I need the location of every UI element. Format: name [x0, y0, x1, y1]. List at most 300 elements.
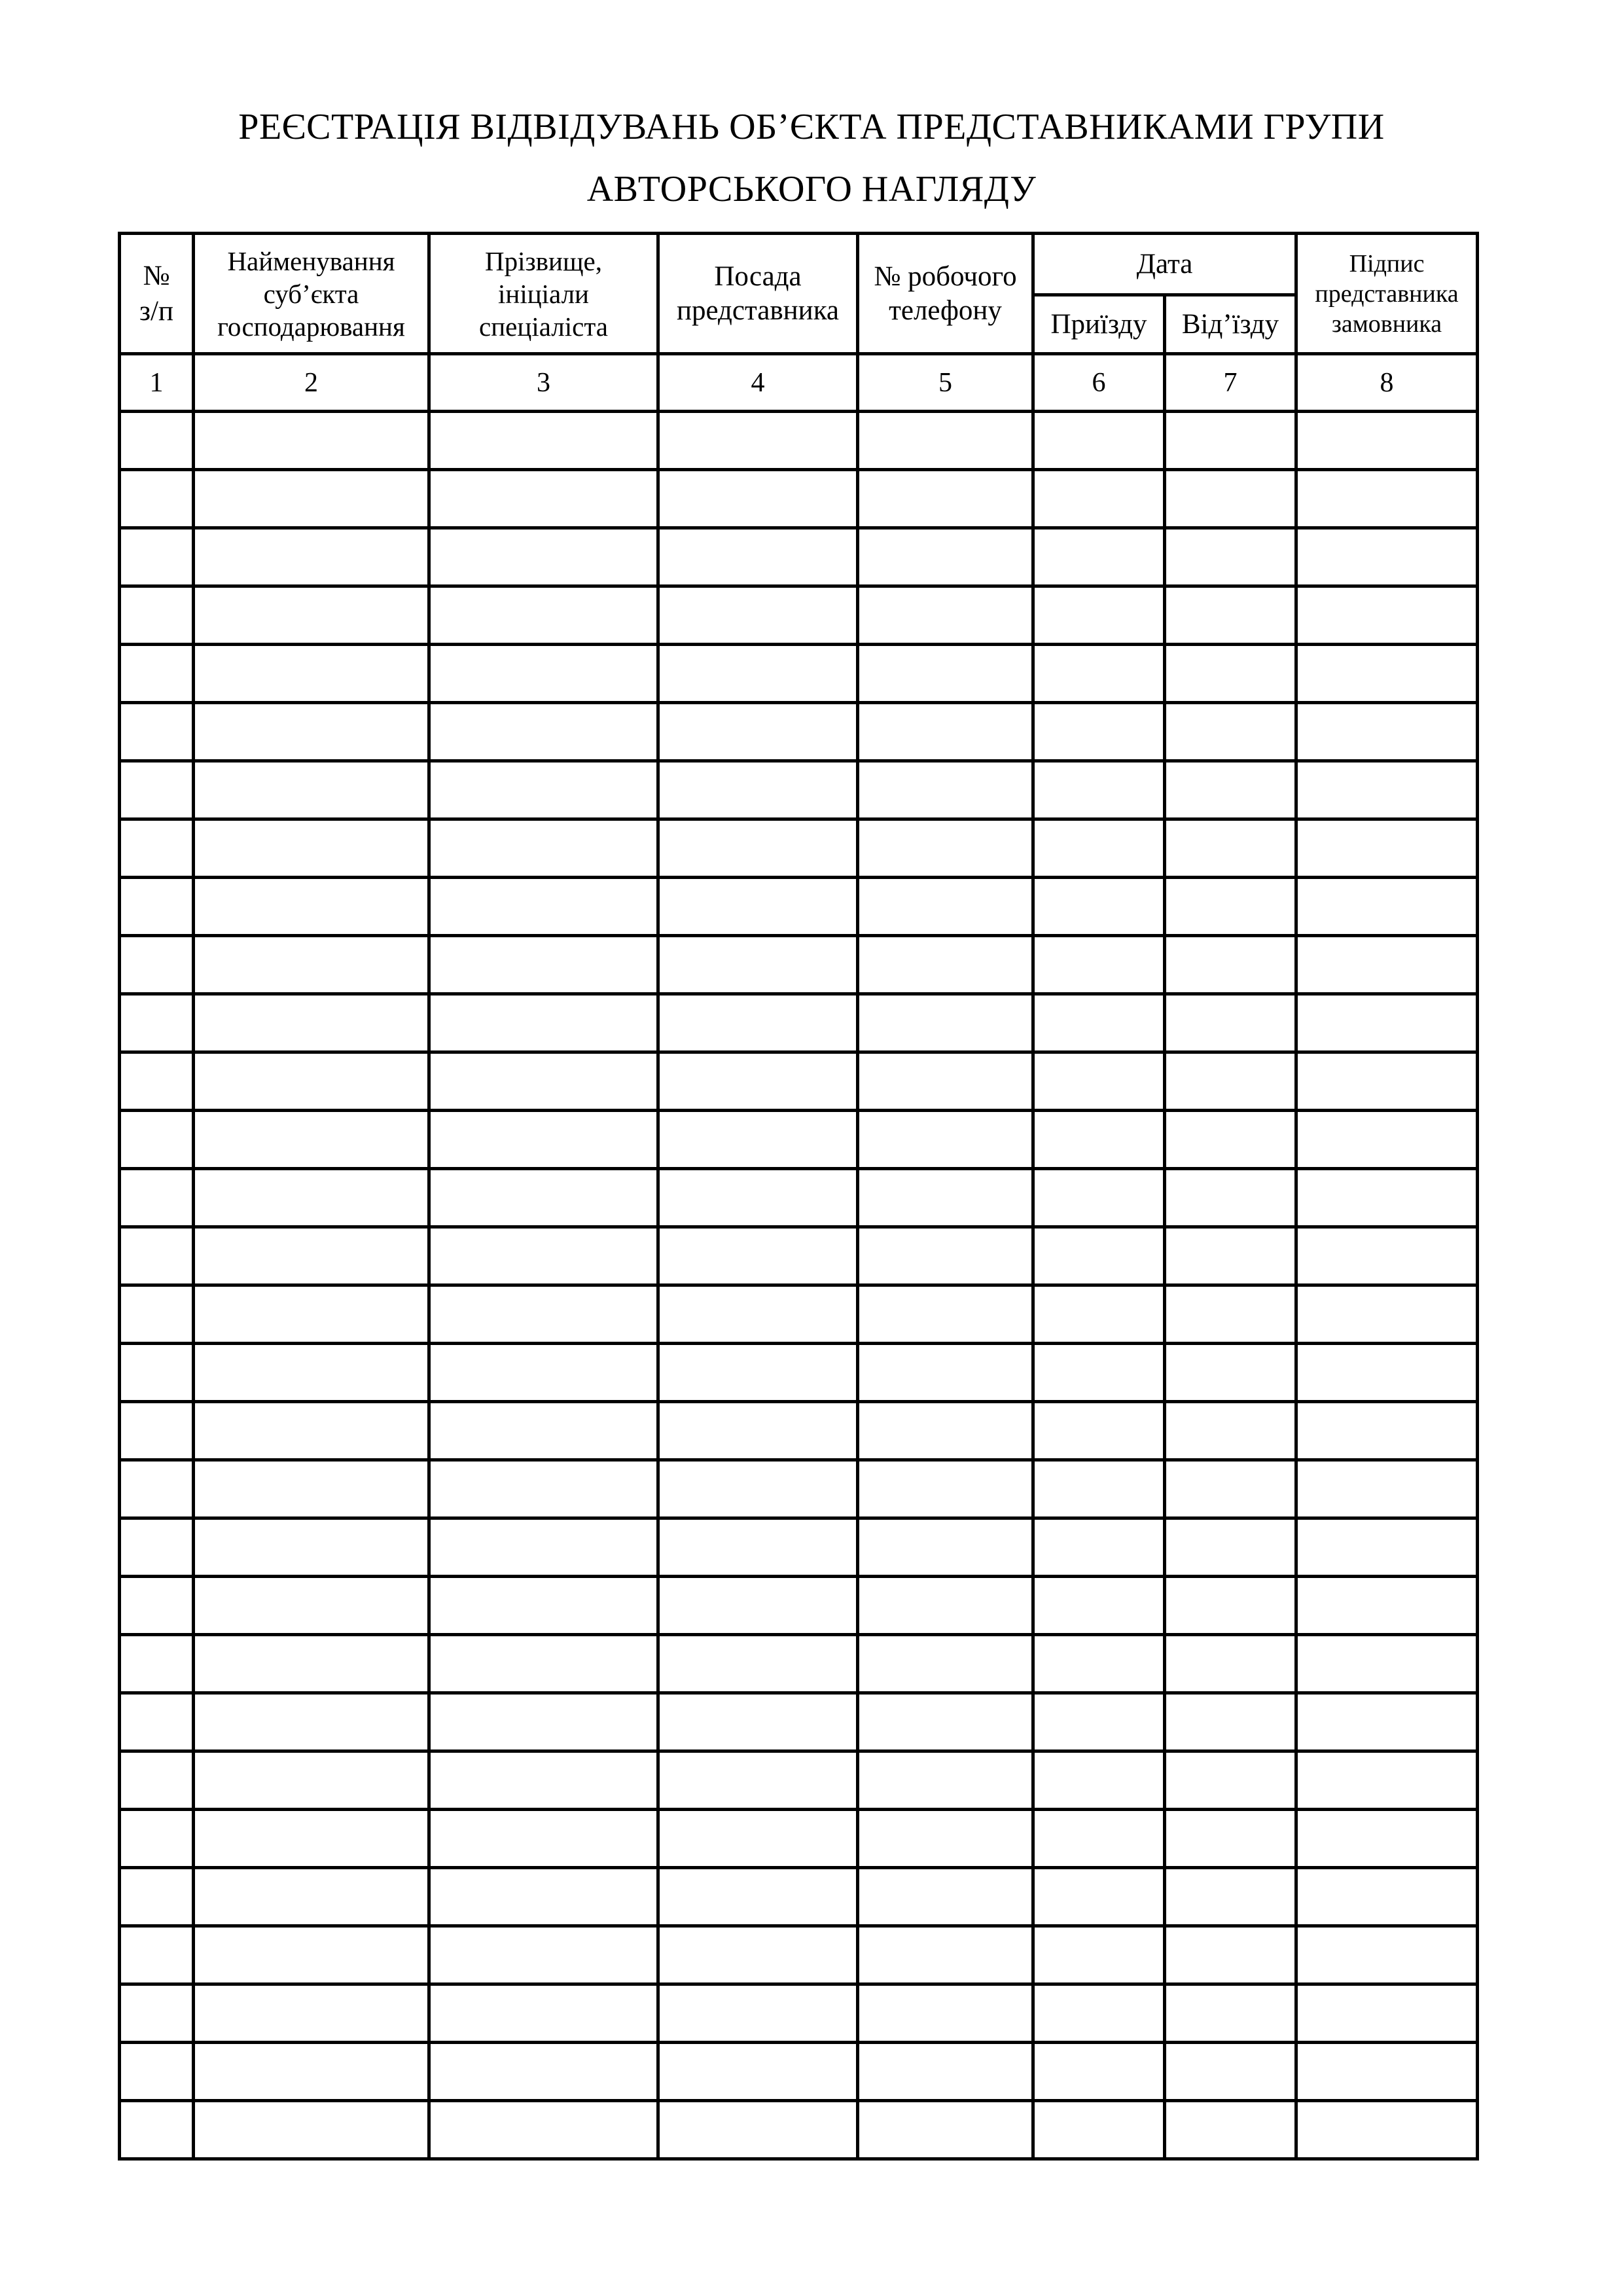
table-row [120, 1052, 1478, 1111]
table-cell [194, 1635, 429, 1693]
table-cell [120, 703, 194, 761]
table-cell [1033, 1111, 1165, 1169]
table-cell [858, 936, 1033, 994]
header-customer-signature [1296, 234, 1478, 354]
table-cell [194, 1402, 429, 1460]
header-row-number-line-2: з/п [139, 295, 173, 327]
table-cell [1296, 819, 1478, 878]
table-cell [194, 1344, 429, 1402]
table-cell [1033, 819, 1165, 878]
table-cell [858, 994, 1033, 1052]
table-cell [194, 936, 429, 994]
table-cell [194, 1460, 429, 1518]
table-cell [429, 703, 658, 761]
table-cell [120, 528, 194, 586]
table-cell [658, 412, 858, 470]
table-cell [1296, 936, 1478, 994]
header-entity-name [194, 234, 429, 354]
table-cell [1296, 1635, 1478, 1693]
table-cell [1165, 1402, 1296, 1460]
table-cell [1033, 1635, 1165, 1693]
table-cell [429, 1868, 658, 1926]
table-cell [658, 1518, 858, 1577]
column-number-row [120, 354, 1478, 412]
table-cell [120, 2101, 194, 2159]
header-work-phone-line-2: телефону [889, 295, 1002, 326]
table-cell [858, 1227, 1033, 1285]
table-cell [429, 1751, 658, 1810]
table-cell [1296, 2101, 1478, 2159]
table-row [120, 1344, 1478, 1402]
table-cell [1296, 1984, 1478, 2043]
table-cell [120, 1285, 194, 1344]
table-cell [194, 1518, 429, 1577]
table-cell [1165, 1810, 1296, 1868]
table-cell [120, 1227, 194, 1285]
header-specialist-name-line-2: ініціали [497, 278, 589, 309]
table-cell [194, 819, 429, 878]
table-cell [858, 1460, 1033, 1518]
table-cell [120, 1810, 194, 1868]
table-cell [1165, 703, 1296, 761]
header-position-line-1: Посада [714, 260, 802, 292]
table-cell [429, 1635, 658, 1693]
table-cell [1033, 528, 1165, 586]
table-row [120, 1402, 1478, 1460]
table-cell [1033, 1984, 1165, 2043]
table-cell [194, 1169, 429, 1227]
table-cell [120, 412, 194, 470]
table-row [120, 412, 1478, 470]
table-row [120, 1926, 1478, 1984]
table-cell [194, 1693, 429, 1751]
table-row [120, 1868, 1478, 1926]
table-cell [658, 1169, 858, 1227]
table-cell [120, 645, 194, 703]
table-cell [1033, 1751, 1165, 1810]
table-cell [1165, 2101, 1296, 2159]
table-cell [429, 1052, 658, 1111]
table-cell [1033, 1227, 1165, 1285]
table-cell [120, 1460, 194, 1518]
table-cell [429, 1577, 658, 1635]
table-cell [120, 1751, 194, 1810]
table-cell [1165, 1693, 1296, 1751]
table-cell [1033, 1518, 1165, 1577]
table-cell [194, 470, 429, 528]
table-row [120, 645, 1478, 703]
table-row [120, 1751, 1478, 1810]
header-work-phone-line-1: № робочого [874, 260, 1017, 292]
table-row [120, 586, 1478, 645]
table-cell [1165, 645, 1296, 703]
table-cell [120, 586, 194, 645]
table-cell [429, 1460, 658, 1518]
table-cell [429, 936, 658, 994]
table-cell [1296, 1926, 1478, 1984]
table-cell [429, 1693, 658, 1751]
table-cell [194, 645, 429, 703]
table-cell [120, 936, 194, 994]
header-row-number-line-1: № [143, 260, 170, 291]
table-cell [858, 1868, 1033, 1926]
table-cell [1033, 1344, 1165, 1402]
table-cell [1165, 1635, 1296, 1693]
table-cell [194, 1810, 429, 1868]
table-row [120, 2043, 1478, 2101]
table-cell [1033, 1402, 1165, 1460]
table-cell [194, 1052, 429, 1111]
table-cell [1033, 1169, 1165, 1227]
table-cell [858, 1052, 1033, 1111]
table-cell [1033, 1868, 1165, 1926]
table-cell [429, 994, 658, 1052]
table-cell [1165, 1577, 1296, 1635]
table-row [120, 1635, 1478, 1693]
table-row [120, 1693, 1478, 1751]
table-cell [1296, 1577, 1478, 1635]
table-cell [858, 528, 1033, 586]
table-cell [1165, 470, 1296, 528]
table-row [120, 528, 1478, 586]
table-cell [858, 1984, 1033, 2043]
table-cell [858, 819, 1033, 878]
table-cell [658, 761, 858, 819]
table-cell [858, 1285, 1033, 1344]
table-cell [658, 2101, 858, 2159]
table-cell [1296, 2043, 1478, 2101]
table-cell [120, 1926, 194, 1984]
table-cell [858, 2043, 1033, 2101]
header-customer-signature-line-1: Підпис [1349, 249, 1425, 278]
table-row [120, 994, 1478, 1052]
header-departure-date: Від’їзду [1165, 295, 1296, 354]
header-row-number [120, 234, 194, 354]
table-row [120, 2101, 1478, 2159]
table-cell [658, 586, 858, 645]
table-cell [1296, 1810, 1478, 1868]
table-cell [1165, 1227, 1296, 1285]
table-row [120, 819, 1478, 878]
table-cell [429, 878, 658, 936]
table-cell [1165, 878, 1296, 936]
table-cell [1296, 1460, 1478, 1518]
table-cell [1033, 761, 1165, 819]
table-cell [120, 994, 194, 1052]
table-cell [658, 1926, 858, 1984]
header-entity-name-line-3: господарювання [217, 311, 405, 342]
table-cell [1165, 1111, 1296, 1169]
table-cell [194, 994, 429, 1052]
table-cell [429, 1402, 658, 1460]
table-cell [1033, 1052, 1165, 1111]
table-cell [1165, 1751, 1296, 1810]
table-cell [658, 1868, 858, 1926]
table-cell [194, 2043, 429, 2101]
header-position [658, 234, 858, 354]
table-cell [429, 412, 658, 470]
table-cell [194, 703, 429, 761]
table-cell [194, 528, 429, 586]
table-row [120, 1577, 1478, 1635]
table-cell [1296, 1052, 1478, 1111]
table-cell [1165, 1984, 1296, 2043]
document-title-line-2: АВТОРСЬКОГО НАГЛЯДУ [586, 169, 1037, 209]
table-cell [858, 1577, 1033, 1635]
table-cell [1165, 1518, 1296, 1577]
table-cell [1033, 1810, 1165, 1868]
table-cell [1165, 936, 1296, 994]
table-cell [1165, 994, 1296, 1052]
table-cell [1033, 412, 1165, 470]
column-number: 3 [429, 354, 658, 412]
table-cell [1033, 1460, 1165, 1518]
table-cell [658, 936, 858, 994]
header-specialist-name-line-3: спеціаліста [479, 311, 608, 342]
table-cell [1033, 645, 1165, 703]
visit-register-table [118, 232, 1479, 2161]
table-cell [858, 1344, 1033, 1402]
table-cell [1165, 1344, 1296, 1402]
table-cell [194, 412, 429, 470]
table-cell [1033, 936, 1165, 994]
table-cell [120, 1577, 194, 1635]
table-cell [429, 761, 658, 819]
table-cell [1296, 1868, 1478, 1926]
table-cell [658, 1751, 858, 1810]
table-cell [1165, 1169, 1296, 1227]
table-cell [120, 1169, 194, 1227]
table-cell [120, 819, 194, 878]
column-number: 6 [1033, 354, 1165, 412]
table-cell [429, 1926, 658, 1984]
table-row [120, 1810, 1478, 1868]
table-row [120, 1518, 1478, 1577]
table-cell [658, 1111, 858, 1169]
table-cell [858, 1635, 1033, 1693]
table-cell [658, 1460, 858, 1518]
table-cell [1296, 1344, 1478, 1402]
table-cell [120, 1518, 194, 1577]
table-cell [429, 1810, 658, 1868]
header-work-phone [858, 234, 1033, 354]
table-cell [194, 1111, 429, 1169]
table-cell [194, 2101, 429, 2159]
table-cell [429, 1285, 658, 1344]
table-cell [1165, 761, 1296, 819]
table-cell [429, 1169, 658, 1227]
table-cell [858, 412, 1033, 470]
column-number: 1 [120, 354, 194, 412]
table-cell [429, 1518, 658, 1577]
table-cell [194, 1984, 429, 2043]
table-cell [1296, 1285, 1478, 1344]
table-cell [658, 703, 858, 761]
table-cell [429, 528, 658, 586]
table-cell [858, 1169, 1033, 1227]
table-cell [1165, 1052, 1296, 1111]
table-cell [120, 1344, 194, 1402]
header-arrival-date: Приїзду [1033, 295, 1165, 354]
table-cell [1033, 2101, 1165, 2159]
table-cell [858, 645, 1033, 703]
table-cell [658, 528, 858, 586]
table-cell [858, 703, 1033, 761]
table-cell [120, 1868, 194, 1926]
table-row [120, 470, 1478, 528]
table-cell [1296, 1518, 1478, 1577]
table-cell [858, 1693, 1033, 1751]
table-cell [658, 1984, 858, 2043]
table-cell [658, 1577, 858, 1635]
table-cell [429, 2043, 658, 2101]
table-cell [1296, 878, 1478, 936]
table-cell [658, 1285, 858, 1344]
table-cell [658, 1344, 858, 1402]
table-cell [1033, 470, 1165, 528]
header-specialist-name-line-1: Прізвище, [484, 245, 602, 276]
table-cell [1296, 412, 1478, 470]
column-number: 2 [194, 354, 429, 412]
table-cell [658, 1635, 858, 1693]
table-row [120, 936, 1478, 994]
table-row [120, 1227, 1478, 1285]
table-cell [429, 2101, 658, 2159]
table-cell [1033, 703, 1165, 761]
table-cell [858, 470, 1033, 528]
table-cell [429, 1227, 658, 1285]
table-cell [858, 586, 1033, 645]
header-date: Дата [1033, 234, 1296, 295]
table-cell [429, 586, 658, 645]
table-cell [858, 2101, 1033, 2159]
table-cell [1296, 703, 1478, 761]
table-cell [120, 1635, 194, 1693]
table-cell [1165, 2043, 1296, 2101]
table-cell [194, 1751, 429, 1810]
table-cell [429, 470, 658, 528]
table-cell [858, 1518, 1033, 1577]
table-row [120, 1984, 1478, 2043]
table-row [120, 703, 1478, 761]
table-cell [658, 1402, 858, 1460]
column-number: 7 [1165, 354, 1296, 412]
table-cell [194, 1868, 429, 1926]
table-cell [858, 1402, 1033, 1460]
table-cell [194, 1285, 429, 1344]
table-cell [658, 470, 858, 528]
table-cell [120, 761, 194, 819]
table-cell [1165, 819, 1296, 878]
table-cell [658, 878, 858, 936]
table-cell [120, 1111, 194, 1169]
table-cell [1296, 1111, 1478, 1169]
table-cell [1033, 1285, 1165, 1344]
table-cell [1033, 878, 1165, 936]
table-cell [1296, 1402, 1478, 1460]
table-cell [1165, 1868, 1296, 1926]
header-specialist-name [429, 234, 658, 354]
table-cell [858, 878, 1033, 936]
table-row [120, 1460, 1478, 1518]
table-row [120, 878, 1478, 936]
table-cell [120, 1693, 194, 1751]
table-cell [658, 2043, 858, 2101]
table-cell [120, 2043, 194, 2101]
table-row [120, 1169, 1478, 1227]
table-cell [1165, 528, 1296, 586]
table-cell [1033, 1693, 1165, 1751]
table-cell [120, 1402, 194, 1460]
table-cell [194, 1926, 429, 1984]
table-cell [1033, 586, 1165, 645]
table-cell [1165, 1460, 1296, 1518]
table-cell [1296, 470, 1478, 528]
table-cell [658, 1693, 858, 1751]
header-customer-signature-line-3: замовника [1331, 310, 1442, 338]
table-cell [658, 1227, 858, 1285]
table-cell [120, 470, 194, 528]
document-title-line-1: РЕЄСТРАЦІЯ ВІДВІДУВАНЬ ОБ’ЄКТА ПРЕДСТАВНИКАМИ ГРУПИ [238, 107, 1385, 147]
table-cell [658, 1810, 858, 1868]
column-number: 4 [658, 354, 858, 412]
table-cell [1165, 1285, 1296, 1344]
table-cell [1033, 2043, 1165, 2101]
table-cell [1296, 1693, 1478, 1751]
table-cell [1033, 1577, 1165, 1635]
table-cell [1165, 412, 1296, 470]
table-cell [429, 1984, 658, 2043]
header-customer-signature-line-2: представника [1315, 279, 1459, 308]
table-cell [120, 878, 194, 936]
header-position-line-2: представника [676, 295, 840, 326]
table-cell [1296, 1227, 1478, 1285]
table-cell [194, 878, 429, 936]
table-cell [1296, 586, 1478, 645]
table-row [120, 1111, 1478, 1169]
table-cell [858, 1111, 1033, 1169]
table-cell [1296, 1169, 1478, 1227]
table-row [120, 761, 1478, 819]
table-cell [658, 819, 858, 878]
table-row [120, 1285, 1478, 1344]
table-cell [194, 586, 429, 645]
table-cell [120, 1052, 194, 1111]
table-cell [429, 819, 658, 878]
column-number: 8 [1296, 354, 1478, 412]
table-cell [858, 1926, 1033, 1984]
header-entity-name-line-1: Найменування [227, 245, 395, 276]
table-cell [194, 761, 429, 819]
table-cell [658, 1052, 858, 1111]
table-cell [194, 1227, 429, 1285]
table-cell [1296, 1751, 1478, 1810]
table-cell [429, 1344, 658, 1402]
table-cell [194, 1577, 429, 1635]
table-cell [1165, 586, 1296, 645]
table-cell [858, 1810, 1033, 1868]
table-cell [858, 761, 1033, 819]
table-cell [1033, 994, 1165, 1052]
table-cell [1296, 994, 1478, 1052]
table-cell [858, 1751, 1033, 1810]
table-cell [1165, 1926, 1296, 1984]
table-cell [658, 645, 858, 703]
table-cell [658, 994, 858, 1052]
table-cell [429, 645, 658, 703]
header-entity-name-line-2: суб’єкта [263, 278, 359, 309]
header-row [120, 234, 1478, 295]
